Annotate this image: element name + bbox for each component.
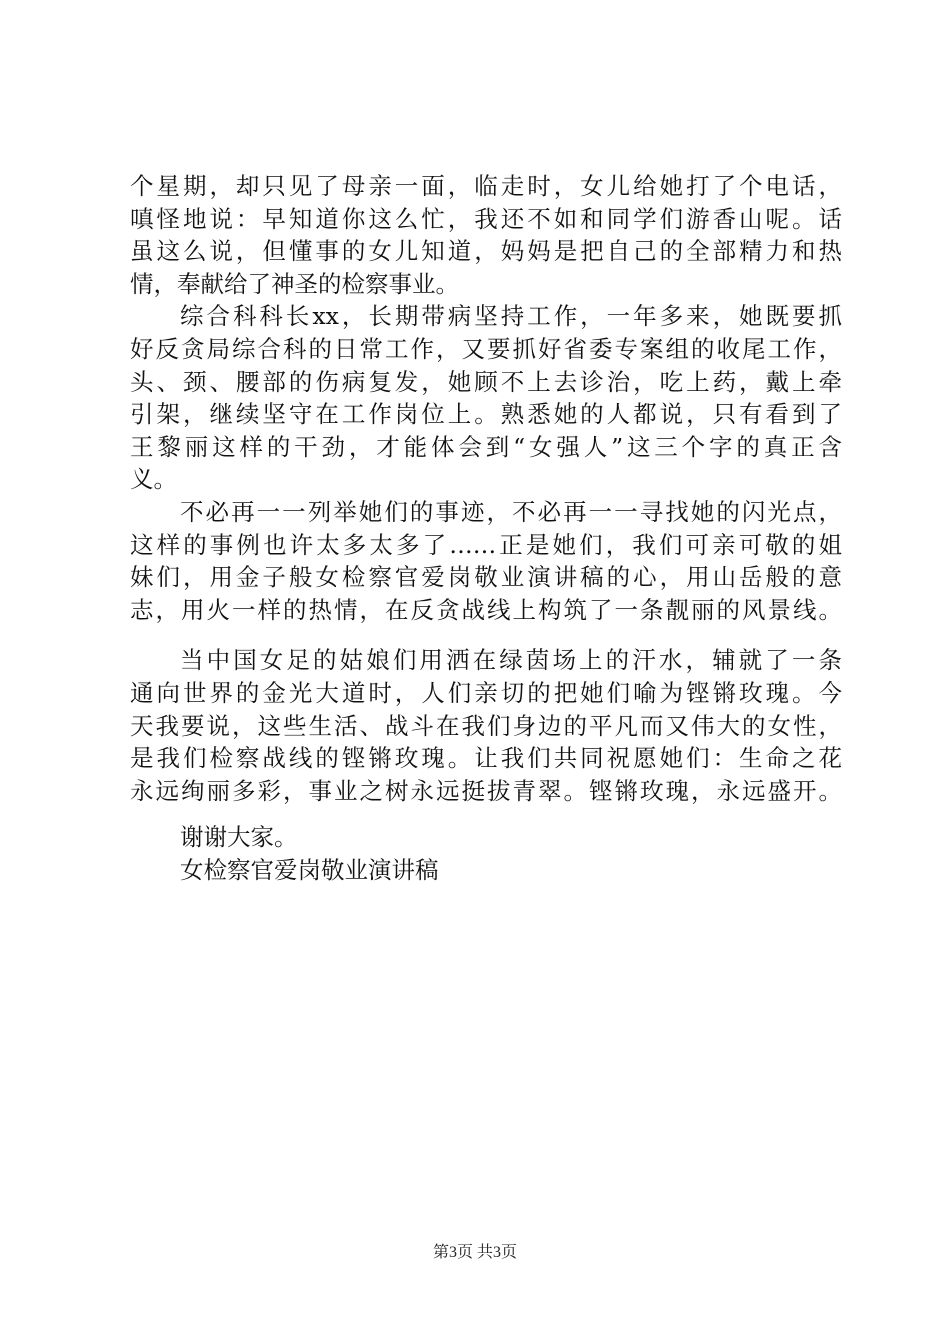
paragraph-section-chief <box>130 300 842 496</box>
text-line: 个星期，却只见了母亲一面，临走时，女儿给她打了个电话， <box>130 172 842 200</box>
text-line: 当中国女足的姑娘们用洒在绿茵场上的汗水，辅就了一条 <box>180 646 842 675</box>
paragraph-daughter <box>130 170 842 300</box>
text-line: 引架，继续坚守在工作岗位上。熟悉她的人都说，只有看到了 <box>130 400 842 429</box>
page-number: 第3页 共3页 <box>432 1244 517 1261</box>
paragraph-sisters <box>130 496 842 626</box>
text-line: 王黎丽这样的干劲，才能体会到“女强人”这三个字的真正含 <box>130 432 842 461</box>
text-line: 情，奉献给了神圣的检察事业。 <box>130 269 459 298</box>
text-line: 嗔怪地说：早知道你这么忙，我还不如和同学们游香山呢。话 <box>130 204 842 233</box>
text-line: 这样的事例也许太多太多了……正是她们，我们可亲可敬的姐 <box>130 530 842 559</box>
text-line: 好反贪局综合科的日常工作，又要抓好省委专案组的收尾工作， <box>130 334 842 363</box>
closing-thanks: 谢谢大家。 <box>180 823 298 852</box>
text-line: 通向世界的金光大道时，人们亲切的把她们喻为铿锵玫瑰。今 <box>130 678 842 707</box>
text-line: 志，用火一样的热情，在反贪战线上构筑了一条靓丽的风景线。 <box>130 595 842 624</box>
text-line: 义。 <box>130 465 177 494</box>
text-line: 永远绚丽多彩，事业之树永远挺拔青翠。铿锵玫瑰，永远盛开。 <box>130 776 842 805</box>
text-line: 是我们检察战线的铿锵玫瑰。让我们共同祝愿她们：生命之花 <box>130 744 842 773</box>
paragraph-gap <box>130 807 842 821</box>
paragraph-roses <box>130 644 842 807</box>
text-line: 头、颈、腰部的伤病复发，她顾不上去诊治，吃上药，戴上牵 <box>130 367 842 396</box>
text-line: 妹们，用金子般女检察官爱岗敬业演讲稿的心，用山岳般的意 <box>130 563 842 592</box>
text-line: 综合科科长xx，长期带病坚持工作，一年多来，她既要抓 <box>180 302 842 331</box>
text-line: 天我要说，这些生活、战斗在我们身边的平凡而又伟大的女性， <box>130 711 842 740</box>
document-body <box>130 170 842 886</box>
text-line: 不必再一一列举她们的事迹，不必再一一寻找她的闪光点， <box>180 497 842 526</box>
document-title: 女检察官爱岗敬业演讲稿 <box>180 855 439 884</box>
text-line: 虽这么说，但懂事的女儿知道，妈妈是把自己的全部精力和热 <box>130 237 842 266</box>
paragraph-gap <box>130 626 842 644</box>
